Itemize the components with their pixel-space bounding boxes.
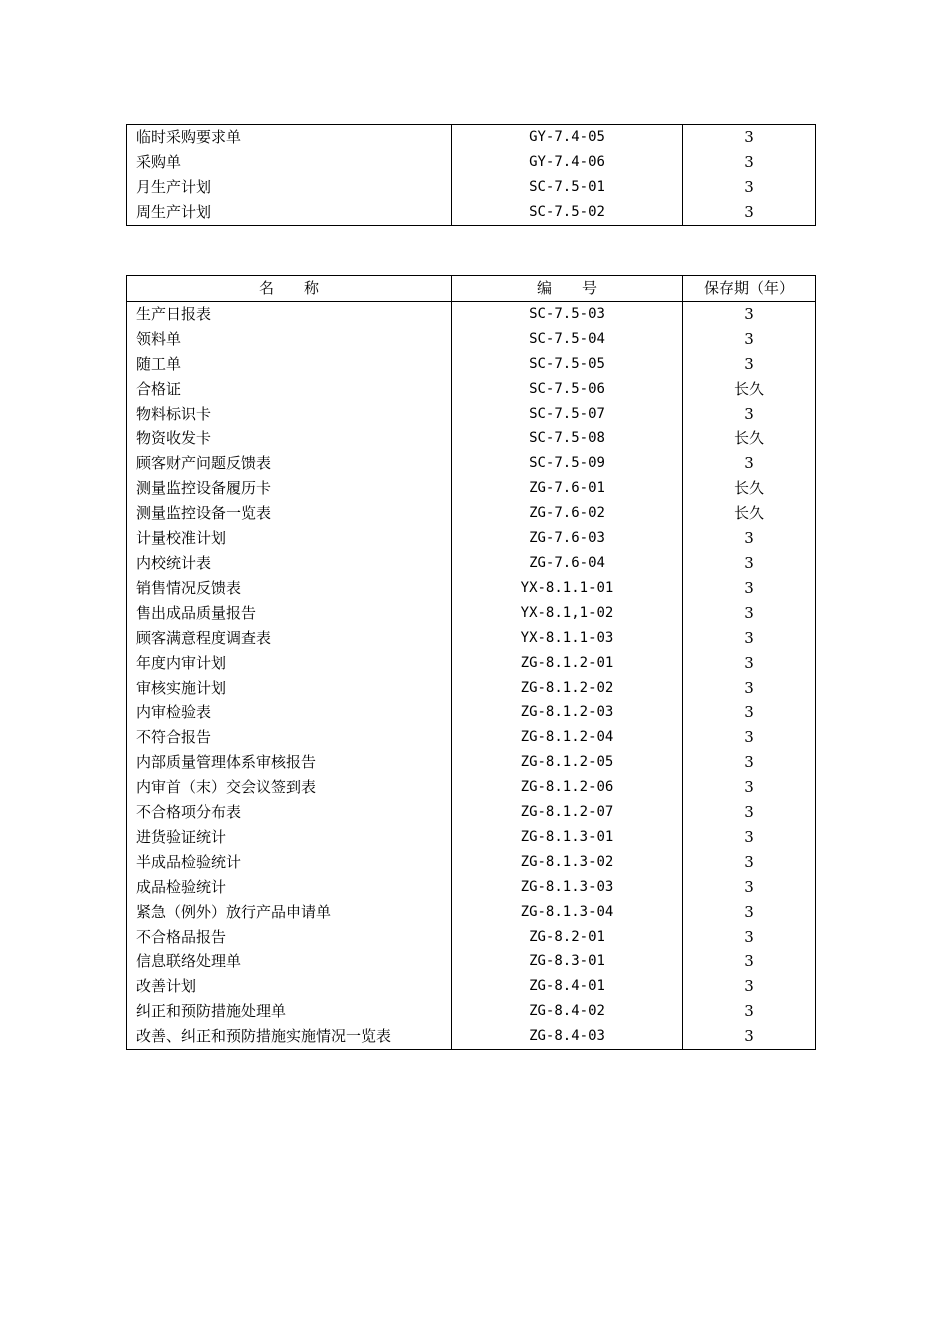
table-row: [127, 925, 816, 950]
record-code: ZG-7.6-02: [452, 501, 683, 526]
record-code: YX-8.1.1-01: [452, 576, 683, 601]
record-retention: 3: [683, 125, 816, 150]
header-code: 编 号: [452, 276, 683, 302]
table-row: [127, 402, 816, 427]
record-code: ZG-8.4-03: [452, 1024, 683, 1049]
record-code: ZG-8.1.2-01: [452, 651, 683, 676]
table-row: [127, 651, 816, 676]
record-name: 计量校准计划: [127, 526, 452, 551]
record-retention: 3: [683, 200, 816, 225]
record-name: 测量监控设备一览表: [127, 501, 452, 526]
record-retention: 3: [683, 875, 816, 900]
table-row: [127, 301, 816, 326]
record-name: 改善、纠正和预防措施实施情况一览表: [127, 1024, 452, 1049]
record-name: 紧急（例外）放行产品申请单: [127, 900, 452, 925]
record-retention: 3: [683, 576, 816, 601]
record-name: 信息联络处理单: [127, 949, 452, 974]
record-retention: 3: [683, 750, 816, 775]
record-name: 采购单: [127, 150, 452, 175]
record-code: ZG-8.1.2-06: [452, 775, 683, 800]
record-retention: 3: [683, 352, 816, 377]
record-name: 随工单: [127, 352, 452, 377]
record-retention: 3: [683, 949, 816, 974]
table-row: [127, 974, 816, 999]
record-name: 临时采购要求单: [127, 125, 452, 150]
record-name: 半成品检验统计: [127, 850, 452, 875]
record-name: 进货验证统计: [127, 825, 452, 850]
table-row: [127, 175, 816, 200]
record-name: 内校统计表: [127, 551, 452, 576]
record-code: SC-7.5-05: [452, 352, 683, 377]
record-retention: 3: [683, 451, 816, 476]
table-row: [127, 526, 816, 551]
records-table-continued: [126, 124, 816, 226]
record-code: ZG-8.1.2-02: [452, 676, 683, 701]
record-name: 合格证: [127, 377, 452, 402]
record-name: 成品检验统计: [127, 875, 452, 900]
record-code: ZG-8.1.3-02: [452, 850, 683, 875]
record-retention: 3: [683, 925, 816, 950]
record-retention: 长久: [683, 501, 816, 526]
record-retention: 3: [683, 800, 816, 825]
record-name: 内部质量管理体系审核报告: [127, 750, 452, 775]
record-code: SC-7.5-06: [452, 377, 683, 402]
record-code: YX-8.1,1-02: [452, 601, 683, 626]
table-row: [127, 1024, 816, 1049]
table-row: [127, 949, 816, 974]
record-code: SC-7.5-02: [452, 200, 683, 225]
record-retention: 3: [683, 651, 816, 676]
record-code: ZG-7.6-04: [452, 551, 683, 576]
table-row: [127, 825, 816, 850]
record-name: 内审首（末）交会议签到表: [127, 775, 452, 800]
table-row: [127, 700, 816, 725]
record-name: 不合格品报告: [127, 925, 452, 950]
record-retention: 3: [683, 526, 816, 551]
record-name: 测量监控设备履历卡: [127, 476, 452, 501]
record-retention: 3: [683, 601, 816, 626]
record-name: 物资收发卡: [127, 426, 452, 451]
record-name: 年度内审计划: [127, 651, 452, 676]
record-retention: 3: [683, 900, 816, 925]
record-code: SC-7.5-07: [452, 402, 683, 427]
table-row: [127, 551, 816, 576]
record-code: GY-7.4-06: [452, 150, 683, 175]
record-name: 物料标识卡: [127, 402, 452, 427]
record-retention: 3: [683, 700, 816, 725]
table-row: [127, 426, 816, 451]
table-row: [127, 850, 816, 875]
record-code: GY-7.4-05: [452, 125, 683, 150]
record-code: SC-7.5-08: [452, 426, 683, 451]
header-name: 名 称: [127, 276, 452, 302]
records-retention-table: [126, 275, 816, 1050]
record-code: ZG-8.2-01: [452, 925, 683, 950]
record-code: ZG-8.1.3-01: [452, 825, 683, 850]
record-retention: 3: [683, 825, 816, 850]
record-retention: 3: [683, 974, 816, 999]
record-retention: 3: [683, 850, 816, 875]
record-name: 领料单: [127, 327, 452, 352]
record-retention: 长久: [683, 377, 816, 402]
record-name: 售出成品质量报告: [127, 601, 452, 626]
record-retention: 3: [683, 725, 816, 750]
table-row: [127, 501, 816, 526]
record-code: ZG-8.1.2-04: [452, 725, 683, 750]
record-retention: 3: [683, 999, 816, 1024]
record-retention: 3: [683, 1024, 816, 1049]
table-row: [127, 676, 816, 701]
record-code: ZG-8.1.2-05: [452, 750, 683, 775]
record-name: 月生产计划: [127, 175, 452, 200]
table-row: [127, 875, 816, 900]
record-code: SC-7.5-01: [452, 175, 683, 200]
record-name: 不符合报告: [127, 725, 452, 750]
table-row: [127, 125, 816, 150]
table1-body: [127, 125, 816, 226]
record-name: 销售情况反馈表: [127, 576, 452, 601]
table-row: [127, 150, 816, 175]
record-retention: 长久: [683, 426, 816, 451]
record-retention: 3: [683, 775, 816, 800]
table-row: [127, 327, 816, 352]
table-row: [127, 626, 816, 651]
record-code: ZG-8.1.3-03: [452, 875, 683, 900]
table-row: [127, 775, 816, 800]
table-row: [127, 800, 816, 825]
record-retention: 3: [683, 150, 816, 175]
record-retention: 3: [683, 551, 816, 576]
table-row: [127, 900, 816, 925]
record-retention: 3: [683, 402, 816, 427]
record-retention: 3: [683, 301, 816, 326]
record-retention: 3: [683, 626, 816, 651]
record-code: SC-7.5-03: [452, 301, 683, 326]
record-code: SC-7.5-04: [452, 327, 683, 352]
record-code: ZG-7.6-03: [452, 526, 683, 551]
record-retention: 3: [683, 327, 816, 352]
table-row: [127, 476, 816, 501]
table2-body: [127, 301, 816, 1049]
record-name: 顾客财产问题反馈表: [127, 451, 452, 476]
record-code: ZG-8.4-02: [452, 999, 683, 1024]
record-code: ZG-8.3-01: [452, 949, 683, 974]
table-row: [127, 999, 816, 1024]
record-code: ZG-8.1.3-04: [452, 900, 683, 925]
record-name: 不合格项分布表: [127, 800, 452, 825]
table-row: [127, 352, 816, 377]
record-name: 纠正和预防措施处理单: [127, 999, 452, 1024]
record-code: YX-8.1.1-03: [452, 626, 683, 651]
table-row: [127, 377, 816, 402]
table-row: [127, 451, 816, 476]
record-code: ZG-8.1.2-07: [452, 800, 683, 825]
record-name: 审核实施计划: [127, 676, 452, 701]
record-name: 内审检验表: [127, 700, 452, 725]
record-name: 改善计划: [127, 974, 452, 999]
record-name: 生产日报表: [127, 301, 452, 326]
record-retention: 3: [683, 175, 816, 200]
record-code: SC-7.5-09: [452, 451, 683, 476]
table-row: [127, 200, 816, 225]
table-row: [127, 725, 816, 750]
table-header-row: [127, 276, 816, 302]
record-code: ZG-8.1.2-03: [452, 700, 683, 725]
record-code: ZG-8.4-01: [452, 974, 683, 999]
record-retention: 3: [683, 676, 816, 701]
table-row: [127, 576, 816, 601]
record-name: 顾客满意程度调查表: [127, 626, 452, 651]
table-row: [127, 750, 816, 775]
table-row: [127, 601, 816, 626]
header-retention: 保存期（年）: [683, 276, 816, 302]
record-retention: 长久: [683, 476, 816, 501]
record-name: 周生产计划: [127, 200, 452, 225]
record-code: ZG-7.6-01: [452, 476, 683, 501]
